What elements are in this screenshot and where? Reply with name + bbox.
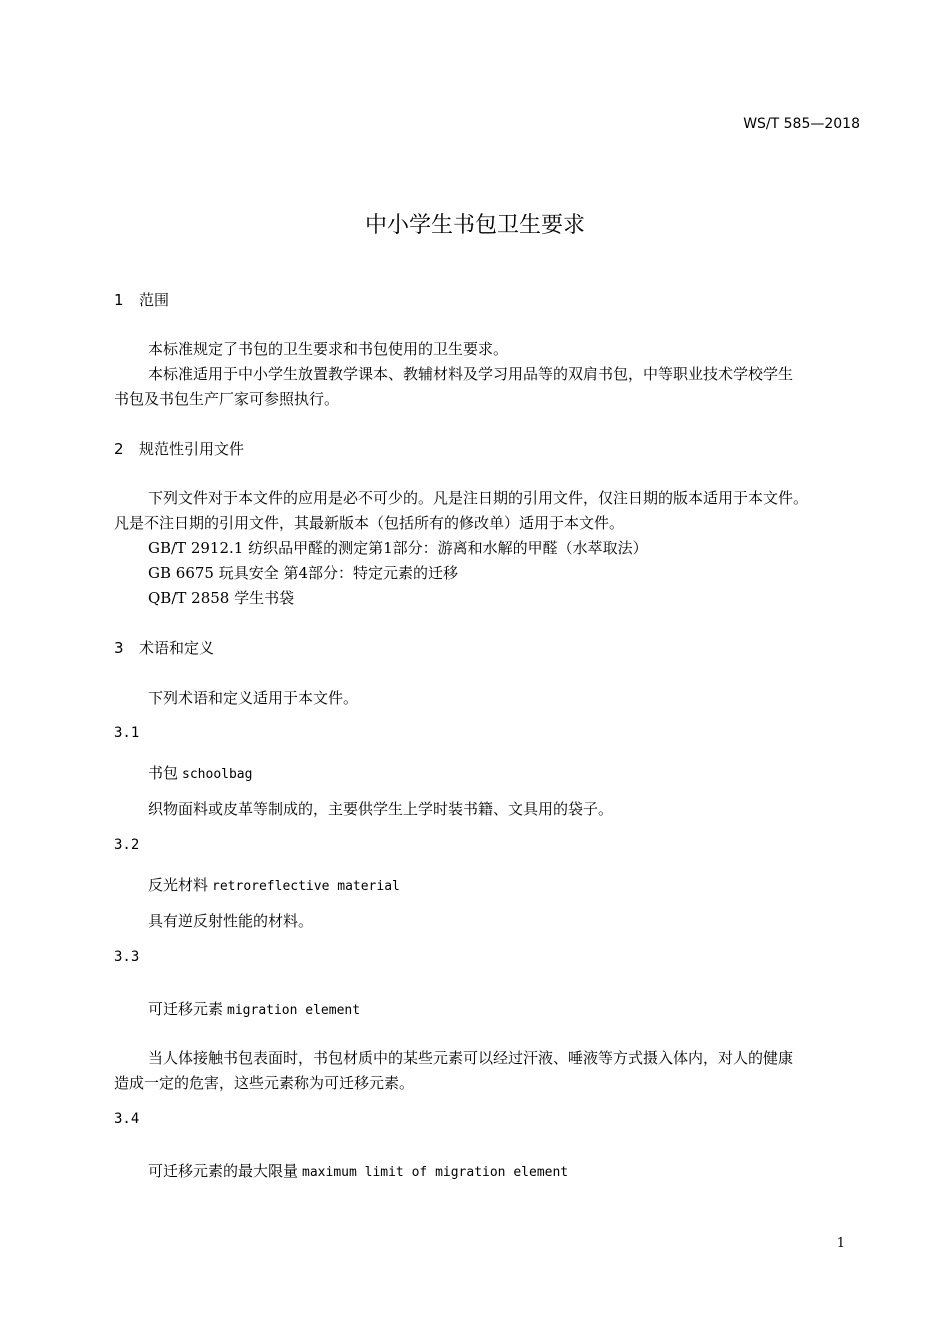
paragraph-continuation: 书包及书包生产厂家可参照执行。: [114, 390, 340, 408]
section-2-heading: [114, 438, 244, 459]
term-number: 3.4: [114, 1111, 140, 1127]
term-definition: 当人体接触书包表面时，书包材质中的某些元素可以经过汗液、唾液等方式摄入体内，对人的健康: [148, 1049, 794, 1067]
paragraph-continuation: 凡是不注日期的引用文件，其最新版本（包括所有的修改单）适用于本文件。: [114, 514, 625, 532]
section-title: 范围: [139, 291, 170, 309]
term-definition: 织物面料或皮革等制成的，主要供学生上学时装书籍、文具用的袋子。: [148, 800, 614, 818]
term-number: 3.2: [114, 837, 140, 853]
section-number: 1: [114, 291, 124, 309]
document-title: 中小学生书包卫生要求: [364, 213, 585, 238]
term-zh: 书包: [148, 764, 179, 782]
term-en: retroreflective material: [212, 879, 400, 894]
term-en: schoolbag: [182, 767, 253, 782]
term-number: 3.1: [114, 725, 140, 741]
page-number: 1: [836, 1236, 845, 1251]
term-en: migration element: [227, 1003, 361, 1018]
reference-item: QB/T 2858 学生书袋: [148, 589, 295, 607]
term-heading: [148, 874, 400, 895]
term-definition: 具有逆反射性能的材料。: [148, 912, 314, 930]
paragraph: 下列术语和定义适用于本文件。: [148, 689, 359, 707]
section-title: 术语和定义: [139, 639, 215, 657]
section-3-heading: [114, 637, 214, 658]
paragraph: 本标准适用于中小学生放置教学课本、教辅材料及学习用品等的双肩书包，中等职业技术学校学生: [148, 365, 794, 383]
section-1-heading: [114, 289, 169, 310]
term-zh: 反光材料: [148, 876, 209, 894]
section-number: 3: [114, 639, 124, 657]
section-number: 2: [114, 440, 124, 458]
term-heading: [148, 1160, 568, 1181]
term-number: 3.3: [114, 949, 140, 965]
standard-number: WS/T 585—2018: [743, 116, 860, 132]
term-zh: 可迁移元素的最大限量: [148, 1162, 299, 1180]
reference-item: GB/T 2912.1 纺织品甲醛的测定第1部分：游离和水解的甲醛（水萃取法）: [148, 539, 648, 557]
term-zh: 可迁移元素: [148, 1000, 224, 1018]
section-title: 规范性引用文件: [139, 440, 245, 458]
term-en: maximum limit of migration element: [302, 1165, 569, 1180]
term-heading: [148, 998, 360, 1019]
term-definition-continuation: 造成一定的危害，这些元素称为可迁移元素。: [114, 1074, 415, 1092]
reference-item: GB 6675 玩具安全 第4部分：特定元素的迁移: [148, 564, 459, 582]
paragraph: 本标准规定了书包的卫生要求和书包使用的卫生要求。: [148, 340, 509, 358]
paragraph: 下列文件对于本文件的应用是必不可少的。凡是注日期的引用文件，仅注日期的版本适用于本文件。: [148, 489, 809, 507]
term-heading: [148, 762, 252, 783]
